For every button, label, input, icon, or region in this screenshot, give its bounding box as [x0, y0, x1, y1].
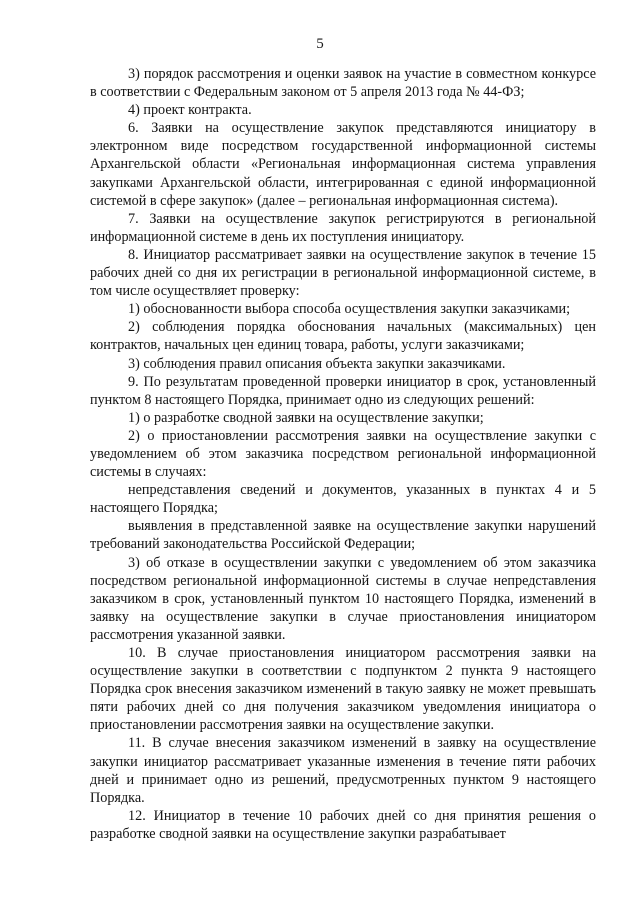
paragraph-9-case-b: выявления в представленной заявке на осуществление закупки нарушений требований законодательства Российской Федерации;: [90, 518, 596, 553]
paragraph-item-4-draft-contract: 4) проект контракта.: [128, 102, 252, 119]
paragraph-7-registration: 7. Заявки на осуществление закупок регистрируются в региональной информационной системе в день их поступления инициатору.: [90, 210, 596, 245]
paragraph-9-case-a: непредставления сведений и документов, указанных в пунктах 4 и 5 настоящего Порядка;: [90, 482, 596, 517]
paragraph-12-consolidated: 12. Инициатор в течение 10 рабочих дней со дня принятия решения о разработке сводной заявки на осуществление закупки разрабатывает: [90, 807, 596, 842]
page-number: 5: [316, 36, 324, 52]
paragraph-9-option-3: 3) об отказе в осуществлении закупки с уведомлением об этом заказчика посредством региональной информационной системы в случае непредставления заказчиком в срок, установленный пунктом 10 настоящего Порядка, изменений в заявку на осуществление закупки в случае приостановления инициатором рассмотрения указанной заявки.: [90, 554, 596, 643]
paragraph-6-submission: 6. Заявки на осуществление закупок представляются инициатору в электронном виде посредством государственной информационной системы Архангельской области «Региональная информационная система управления закупками Архангельской области, интегрированная с единой информационной системой в сфере закупок» (далее – региональная информационная система).: [90, 120, 596, 209]
paragraph-9-decision: 9. По результатам проведенной проверки инициатор в срок, установленный пунктом 8 настоящего Порядка, принимает одно из следующих решений:: [90, 373, 596, 408]
paragraph-item-3-procedure: 3) порядок рассмотрения и оценки заявок на участие в совместном конкурсе в соответствии с Федеральным законом от 5 апреля 2013 года № 44-ФЗ;: [90, 66, 596, 101]
paragraph-9-option-1: 1) о разработке сводной заявки на осуществление закупки;: [128, 409, 484, 426]
paragraph-8-check-1: 1) обоснованности выбора способа осуществления закупки заказчиками;: [128, 301, 571, 318]
paragraph-8-check-2: 2) соблюдения порядка обоснования начальных (максимальных) цен контрактов, начальных цен единиц товара, работы, услуги заказчиками;: [90, 319, 596, 354]
paragraph-10-suspension: 10. В случае приостановления инициатором рассмотрения заявки на осуществление закупки в соответствии с подпунктом 2 пункта 9 настоящего Порядка срок внесения заказчиком изменений в такую заявку не может превышать пяти рабочих дней со дня получения заказчиком уведомления инициатора о приостановлении рассмотрения заявки на осуществление закупки.: [90, 645, 596, 734]
paragraph-11-changes: 11. В случае внесения заказчиком изменений в заявку на осуществление закупки инициатор рассматривает указанные изменения в течение пяти рабочих дней и принимает одно из решений, предусмотренных пунктом 9 настоящего Порядка.: [90, 735, 596, 806]
paragraph-9-option-2: 2) о приостановлении рассмотрения заявки на осуществление закупки с уведомлением об этом заказчика посредством региональной информационной системы в случаях:: [90, 427, 596, 481]
paragraph-8-review: 8. Инициатор рассматривает заявки на осуществление закупок в течение 15 рабочих дней со дня их регистрации в региональной информационной системе, в том числе осуществляет проверку:: [90, 246, 596, 300]
document-body: [90, 65, 596, 843]
paragraph-8-check-3: 3) соблюдения правил описания объекта закупки заказчиками.: [128, 355, 506, 372]
